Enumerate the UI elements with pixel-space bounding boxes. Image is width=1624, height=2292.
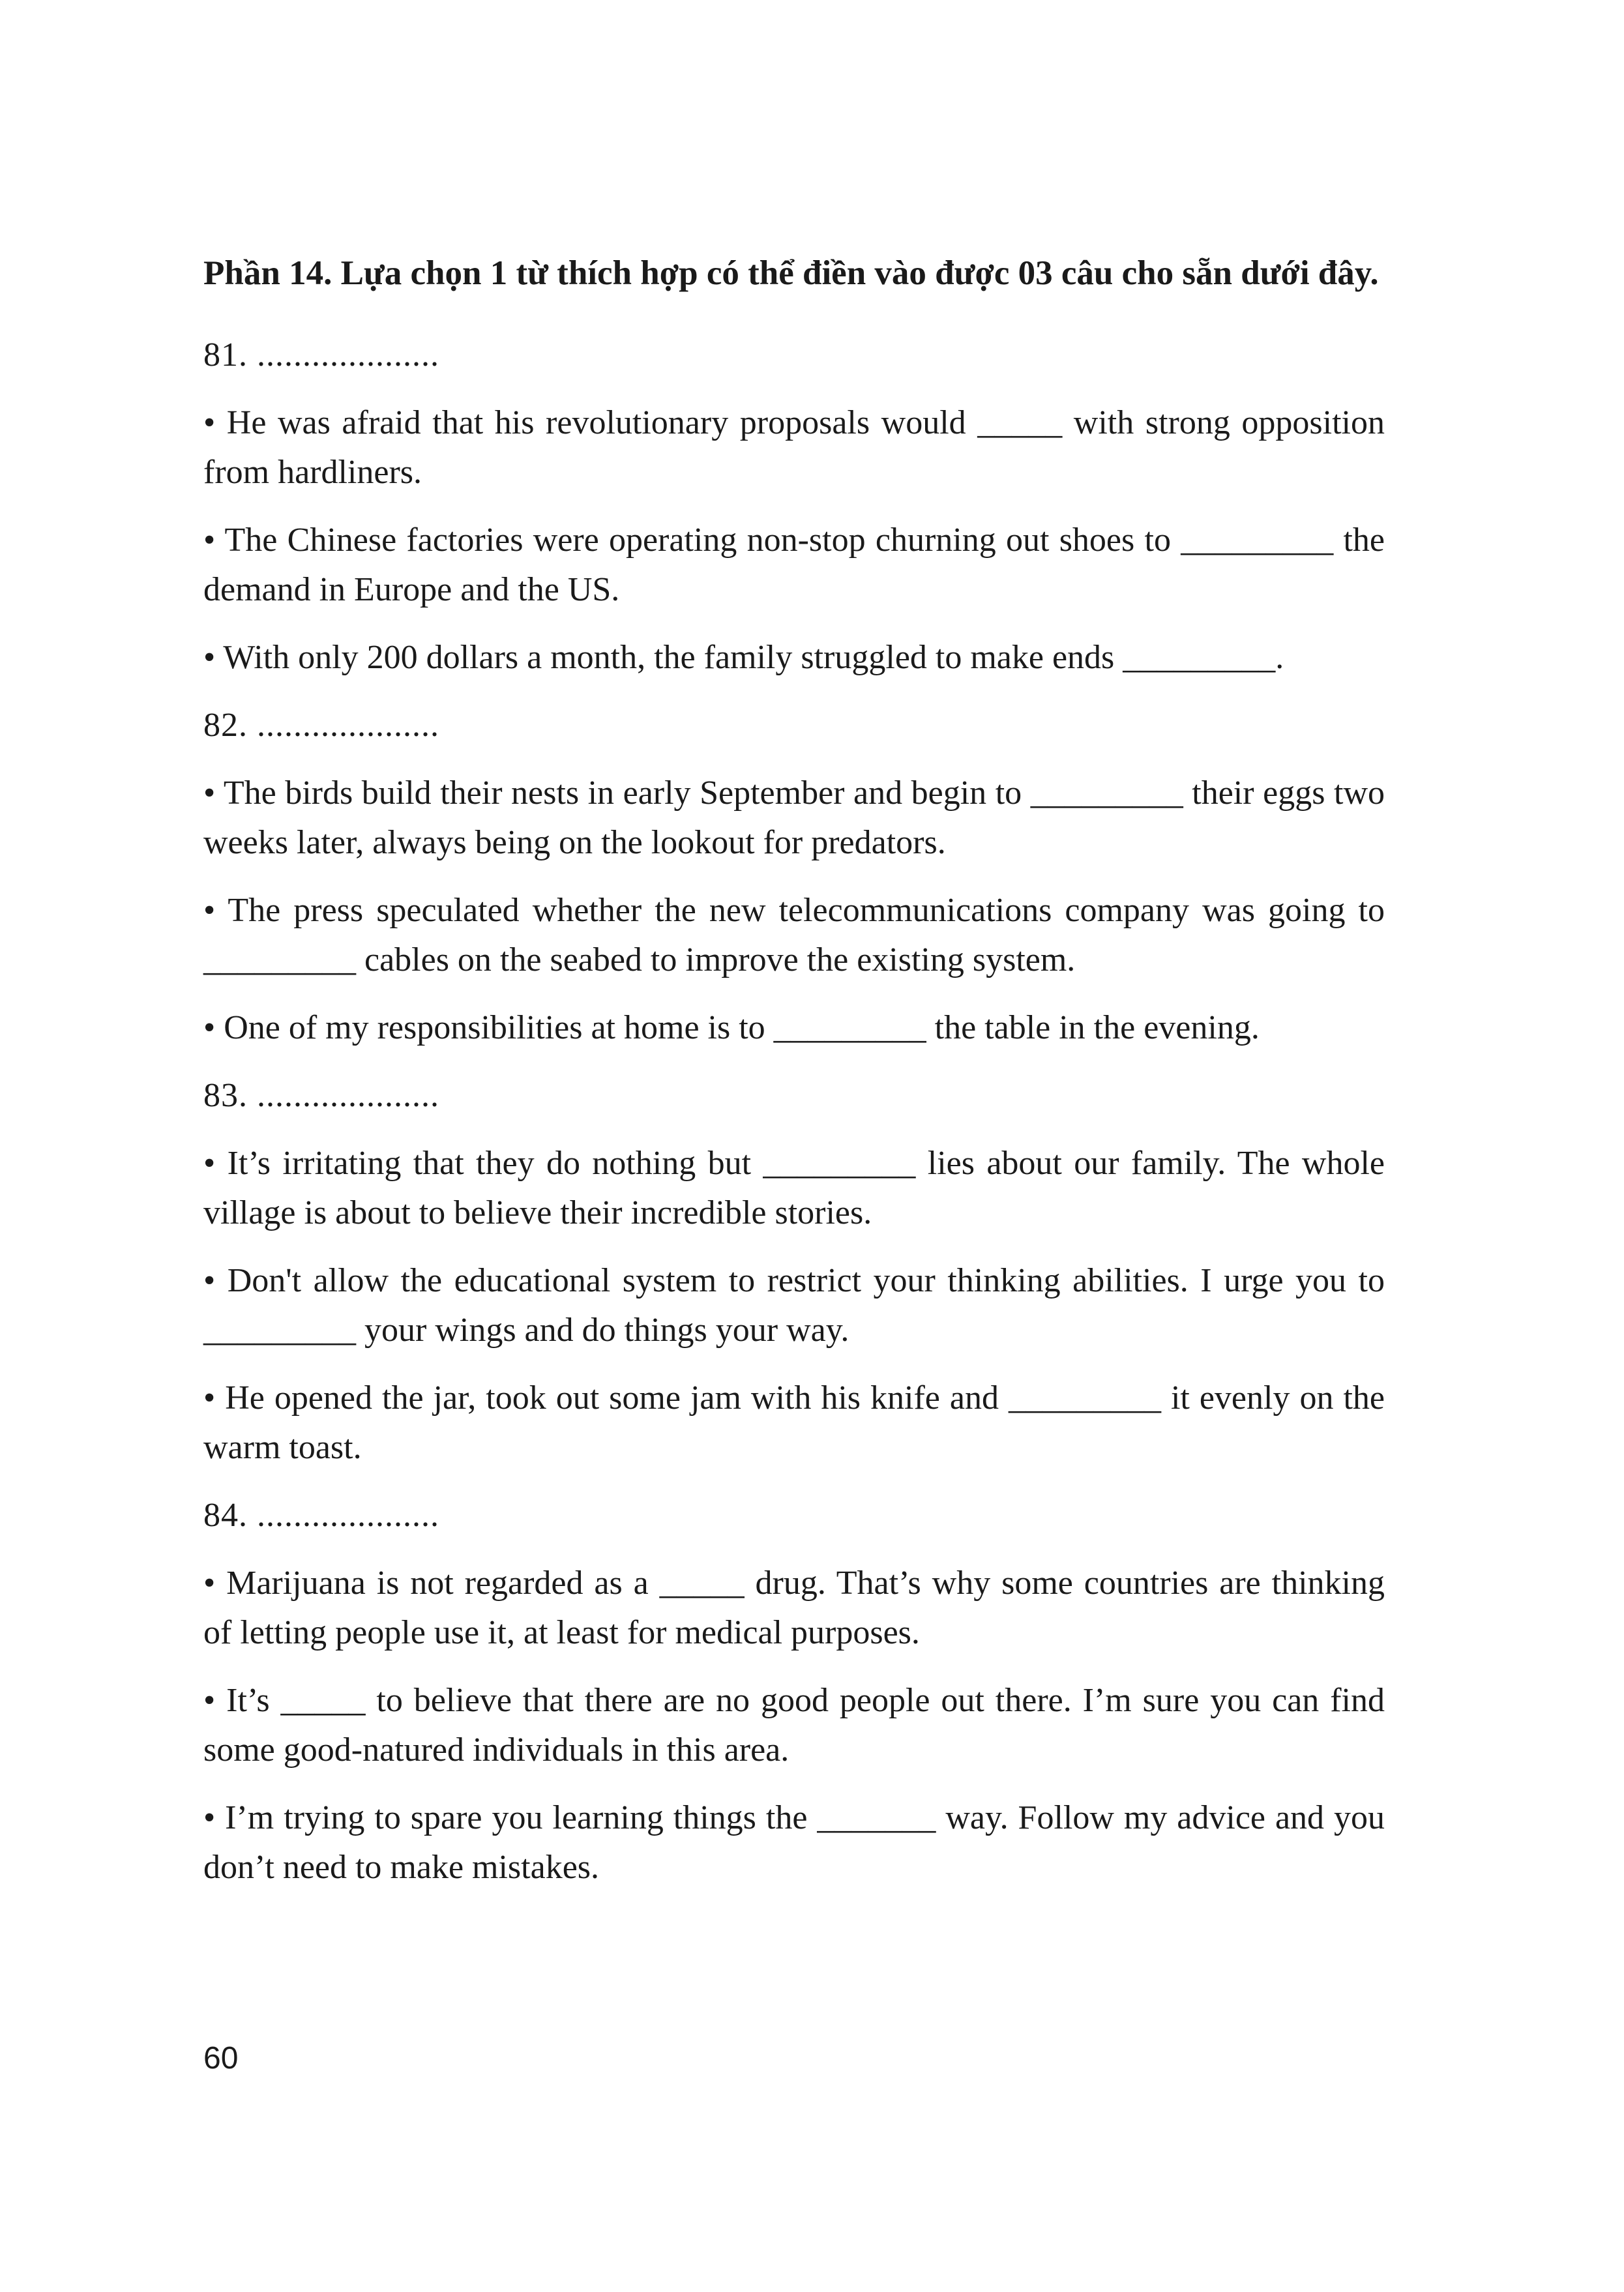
sentence-item: • Don't allow the educational system to restrict your thinking abilities. I urge you to _________ your wings and do things your way.	[203, 1262, 1385, 1349]
page-number: 60	[203, 2041, 239, 2076]
sentence-item: • With only 200 dollars a month, the family struggled to make ends _________.	[203, 639, 1284, 676]
question-group-81	[203, 331, 1385, 683]
sentence-item: • He was afraid that his revolutionary proposals would _____ with strong opposition from hardliners.	[203, 404, 1385, 491]
sentence-item: • The birds build their nests in early September and begin to _________ their eggs two weeks later, always being on the lookout for predators.	[203, 774, 1385, 861]
question-number: 83. ....................	[203, 1077, 439, 1114]
question-number: 81. ....................	[203, 336, 439, 374]
section-heading: Phần 14. Lựa chọn 1 từ thích hợp có thể điền vào được 03 câu cho sẵn dưới đây.	[203, 254, 1379, 292]
sentence-item: • The Chinese factories were operating non-stop churning out shoes to _________ the demand in Europe and the US.	[203, 522, 1385, 608]
question-group-82	[203, 701, 1385, 1053]
sentence-item: • It’s _____ to believe that there are no good people out there. I’m sure you can find some good-natured individuals in this area.	[203, 1682, 1385, 1769]
question-group-84	[203, 1491, 1385, 1892]
sentence-item: • Marijuana is not regarded as a _____ drug. That’s why some countries are thinking of letting people use it, at least for medical purposes.	[203, 1565, 1385, 1651]
question-number: 84. ....................	[203, 1497, 439, 1534]
question-number: 82. ....................	[203, 707, 439, 744]
question-group-83	[203, 1071, 1385, 1473]
sentence-item: • He opened the jar, took out some jam with his knife and _________ it evenly on the warm toast.	[203, 1379, 1385, 1466]
sentence-item: • One of my responsibilities at home is to _________ the table in the evening.	[203, 1009, 1260, 1046]
sentence-item: • It’s irritating that they do nothing but _________ lies about our family. The whole village is about to believe their incredible stories.	[203, 1145, 1385, 1231]
sentence-item: • I’m trying to spare you learning things the _______ way. Follow my advice and you don’t need to make mistakes.	[203, 1799, 1385, 1886]
sentence-item: • The press speculated whether the new telecommunications company was going to _________ cables on the seabed to improve the existing system.	[203, 892, 1385, 978]
document-page	[203, 248, 1385, 1911]
